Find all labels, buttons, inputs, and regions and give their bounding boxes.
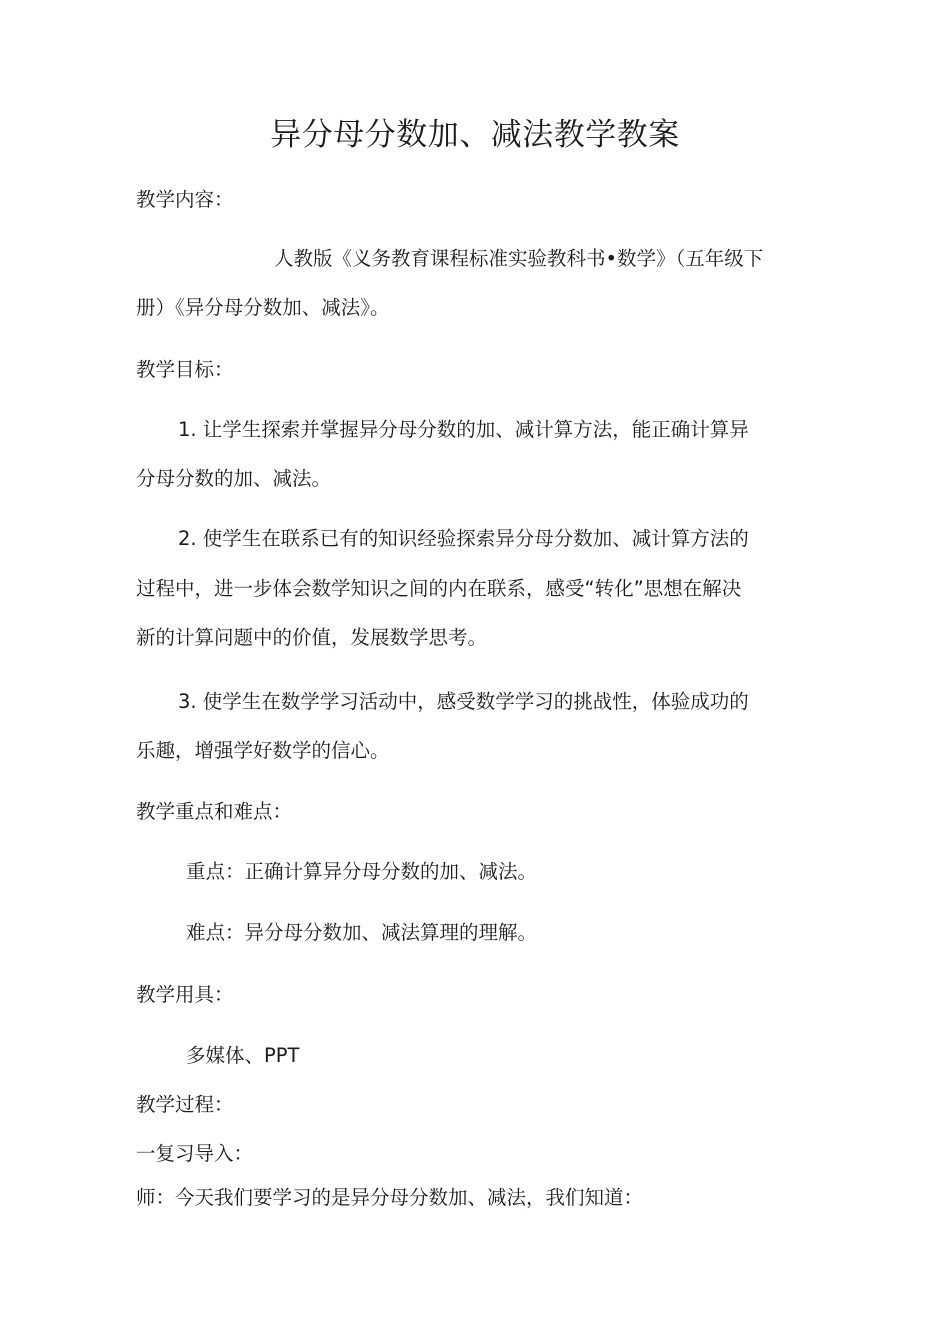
keypoint-text: 重点：正确计算异分母分数的加、减法。 [186, 860, 538, 883]
page-title: 异分母分数加、减法教学教案 [270, 117, 680, 153]
difficulty-text: 难点：异分母分数加、减法算理的理解。 [186, 921, 538, 944]
objective-3-line2: 乐趣，增强学好数学的信心。 [136, 739, 390, 762]
objective-2-line3: 新的计算问题中的价值，发展数学思考。 [136, 626, 488, 649]
objective-2-line2: 过程中，进一步体会数学知识之间的内在联系，感受“转化”思想在解决 [136, 577, 742, 600]
content-heading: 教学内容： [136, 188, 234, 211]
step1-heading: 一复习导入： [136, 1142, 254, 1165]
content-text-line2: 册）《异分母分数加、减法》。 [136, 296, 390, 319]
objective-2-line1: 2. 使学生在联系已有的知识经验探索异分母分数加、减计算方法的 [178, 527, 749, 550]
objectives-heading: 教学目标： [136, 358, 234, 381]
objective-1-line1: 1. 让学生探索并掌握异分母分数的加、减计算方法，能正确计算异 [178, 418, 749, 441]
tools-text: 多媒体、PPT [186, 1044, 300, 1067]
process-heading: 教学过程： [136, 1093, 234, 1116]
objective-1-line2: 分母分数的加、减法。 [136, 467, 332, 490]
content-text-line1: 人教版《义务教育课程标准实验教科书•数学》（五年级下 [274, 247, 764, 270]
tools-heading: 教学用具： [136, 983, 234, 1006]
teacher-line: 师：今天我们要学习的是异分母分数加、减法，我们知道： [136, 1186, 644, 1209]
objective-3-line1: 3. 使学生在数学学习活动中，感受数学学习的挑战性，体验成功的 [178, 690, 749, 713]
keypoints-heading: 教学重点和难点： [136, 800, 293, 823]
